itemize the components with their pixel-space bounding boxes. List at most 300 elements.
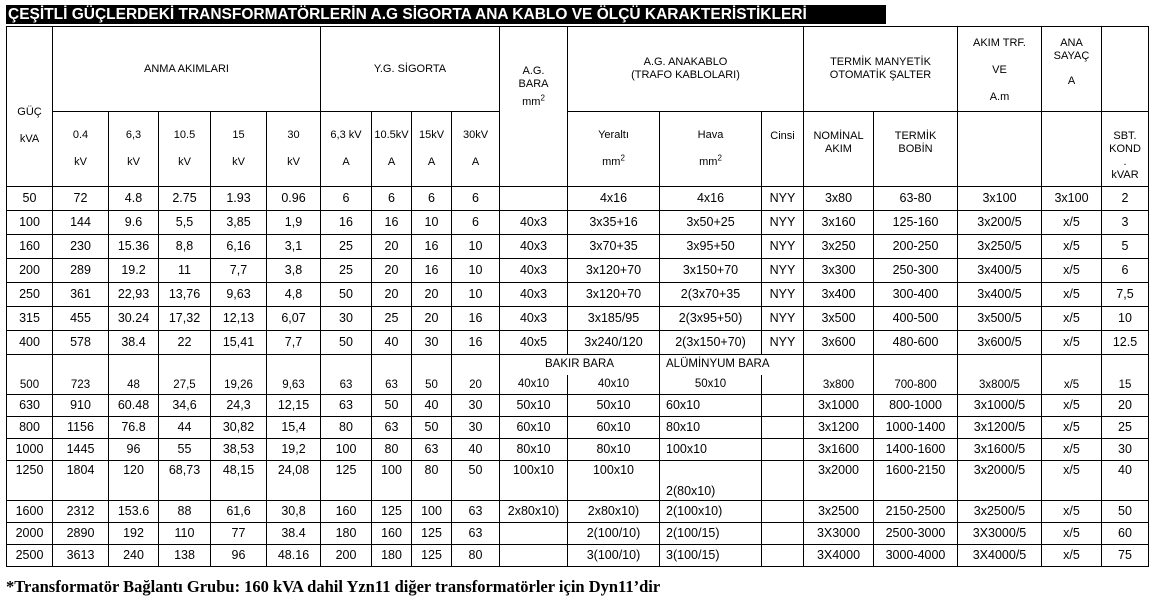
table-row [7, 235, 1149, 259]
table-row [7, 283, 1149, 307]
table-cell: 50 [412, 417, 452, 439]
table-cell: 230 [53, 235, 109, 259]
table-cell [660, 461, 762, 483]
table-cell: 6 [321, 187, 372, 211]
table-row [7, 439, 1149, 461]
table-cell: 20 [412, 307, 452, 331]
table-cell: 50 [412, 355, 452, 395]
table-cell: 15.36 [109, 235, 159, 259]
footnote: *Transformatör Bağlantı Grubu: 160 kVA dahil Yzn11 diğer transformatörler için Dyn11’dir [6, 577, 661, 596]
table-cell: 55 [159, 439, 211, 461]
header-guc: GÜÇ kVA [7, 27, 53, 187]
table-cell [762, 501, 804, 523]
table-cell: 15 [1102, 355, 1149, 395]
table-cell: 7,7 [267, 331, 321, 355]
table-cell: 60x10 [568, 417, 660, 439]
table-cell: 100 [372, 461, 412, 501]
table-cell: 30 [452, 395, 500, 417]
table-cell: 20 [452, 355, 500, 395]
table-cell: 1804 [53, 461, 109, 501]
table-cell [762, 375, 804, 395]
table-cell: 10 [412, 211, 452, 235]
table-cell: 10 [452, 283, 500, 307]
table-cell: 250-300 [874, 259, 958, 283]
table-cell [500, 187, 568, 211]
header-yg-1: 10.5kV A [372, 112, 412, 187]
table-cell: 3x1000/5 [958, 395, 1042, 417]
table-cell: 180 [321, 523, 372, 545]
table-row [7, 211, 1149, 235]
table-cell: 2(100/10) [568, 523, 660, 545]
table-cell: 50x10 [660, 375, 762, 395]
table-cell: 9,63 [211, 283, 267, 307]
table-cell: NYY [762, 259, 804, 283]
table-cell: 24,08 [267, 461, 321, 501]
table-cell: 125 [412, 545, 452, 567]
table-cell: 3x1000 [804, 395, 874, 417]
table-cell: 20 [372, 259, 412, 283]
table-cell: 25 [372, 307, 412, 331]
header-yg-2: 15kV A [412, 112, 452, 187]
table-cell: 3x2500/5 [958, 501, 1042, 523]
table-cell: 16 [412, 235, 452, 259]
header-akim-trf: AKIM TRF. VE A.m [958, 27, 1042, 112]
table-cell: x/5 [1042, 439, 1102, 461]
table-cell: x/5 [1042, 307, 1102, 331]
table-cell: 2(80x10) [660, 483, 762, 501]
header-ag-bara: A.G. BARA $mm^2$ [500, 27, 568, 187]
table-cell: 63 [412, 439, 452, 461]
table-cell: 12,15 [267, 395, 321, 417]
table-cell: 200-250 [874, 235, 958, 259]
table-cell: 125 [372, 501, 412, 523]
header-anma-1: 6,3 kV [109, 112, 159, 187]
table-row [7, 545, 1149, 567]
table-cell: 9.6 [109, 211, 159, 235]
header-yg-sigorta: Y.G. SİGORTA [321, 27, 500, 112]
table-row [7, 259, 1149, 283]
table-cell: 3x2000/5 [958, 461, 1042, 501]
table-cell: 3X4000 [804, 545, 874, 567]
header-termik: TERMİK MANYETİK OTOMATİK ŞALTER [804, 27, 958, 112]
table-cell: 100x10 [568, 461, 660, 501]
table-cell: 0.96 [267, 187, 321, 211]
table-cell: 240 [109, 545, 159, 567]
table-cell: 15,41 [211, 331, 267, 355]
page-title: ÇEŞİTLİ GÜÇLERDEKİ TRANSFORMATÖRLERİN A.G SİGORTA ANA KABLO VE ÖLÇÜ KARAKTERİSTİKLERİ [6, 5, 886, 24]
table-cell: 16 [412, 259, 452, 283]
table-cell: 2500-3000 [874, 523, 958, 545]
table-cell: 16 [452, 307, 500, 331]
header-anma-3: 15 kV [211, 112, 267, 187]
table-cell: 800-1000 [874, 395, 958, 417]
table-cell: 8,8 [159, 235, 211, 259]
table-cell: 289 [53, 259, 109, 283]
table-cell: 20 [1102, 395, 1149, 417]
table-cell: 1600 [7, 501, 53, 523]
header-anma: ANMA AKIMLARI [53, 27, 321, 112]
table-cell: 6 [1102, 259, 1149, 283]
table-cell: 3(100/10) [568, 545, 660, 567]
table-cell: 3X3000/5 [958, 523, 1042, 545]
header-anma-2: 10.5 kV [159, 112, 211, 187]
table-cell: x/5 [1042, 235, 1102, 259]
table-cell: 455 [53, 307, 109, 331]
table-row [7, 417, 1149, 439]
table-cell: 2150-2500 [874, 501, 958, 523]
table-cell: 480-600 [874, 331, 958, 355]
table-cell: 6 [412, 187, 452, 211]
table-cell: 160 [372, 523, 412, 545]
table-cell: 3x600/5 [958, 331, 1042, 355]
table-cell: x/5 [1042, 461, 1102, 501]
table-cell: 75 [1102, 545, 1149, 567]
table-cell: 2(100/15) [660, 523, 762, 545]
table-cell: 38.4 [267, 523, 321, 545]
table-cell: 100 [321, 439, 372, 461]
table-row [7, 331, 1149, 355]
table-cell [762, 395, 804, 417]
table-cell: 25 [1102, 417, 1149, 439]
table-cell: 200 [7, 259, 53, 283]
table-cell: 2890 [53, 523, 109, 545]
table-cell: 17,32 [159, 307, 211, 331]
table-cell: 3x120+70 [568, 259, 660, 283]
table-cell [762, 461, 804, 501]
table-cell: 34,6 [159, 395, 211, 417]
table-cell: 3x600 [804, 331, 874, 355]
header-sbt-kond: SBT. KOND . kVAR [1102, 112, 1149, 187]
table-cell: 3,1 [267, 235, 321, 259]
header-cinsi: Cinsi [762, 112, 804, 187]
table-cell: 160 [7, 235, 53, 259]
table-cell: 1250 [7, 461, 53, 501]
table-row [7, 501, 1149, 523]
table-cell: 11 [159, 259, 211, 283]
table-cell: 63 [321, 395, 372, 417]
table-cell: 3x1600/5 [958, 439, 1042, 461]
table-cell: 63 [452, 523, 500, 545]
table-cell: x/5 [1042, 283, 1102, 307]
table-cell: 180 [372, 545, 412, 567]
table-cell: x/5 [1042, 331, 1102, 355]
table-cell: 3,85 [211, 211, 267, 235]
table-cell: 30 [412, 331, 452, 355]
table-cell: 50x10 [568, 395, 660, 417]
header-hava: Hava $mm^2$ [660, 112, 762, 187]
table-cell: 3x160 [804, 211, 874, 235]
table-cell: 2312 [53, 501, 109, 523]
table-cell: NYY [762, 235, 804, 259]
table-cell: 2000 [7, 523, 53, 545]
table-cell: 38,53 [211, 439, 267, 461]
table-cell: 27,5 [159, 355, 211, 395]
table-cell: 96 [211, 545, 267, 567]
table-cell: 120 [109, 461, 159, 501]
table-cell: 1000 [7, 439, 53, 461]
table-row [7, 461, 1149, 483]
table-cell: 38.4 [109, 331, 159, 355]
table-cell: 20 [412, 283, 452, 307]
table-cell: 5 [1102, 235, 1149, 259]
table-cell: 68,73 [159, 461, 211, 501]
table-cell: 723 [53, 355, 109, 395]
table-cell: 50 [1102, 501, 1149, 523]
table-cell: 3x1600 [804, 439, 874, 461]
table-cell: 60 [1102, 523, 1149, 545]
table-cell: 2 [1102, 187, 1149, 211]
table-cell: 100x10 [660, 439, 762, 461]
table-cell: 400 [7, 331, 53, 355]
table-cell: 400-500 [874, 307, 958, 331]
table-cell: 63 [321, 355, 372, 395]
table-cell: 76.8 [109, 417, 159, 439]
table-cell: 1,9 [267, 211, 321, 235]
table-cell: 160 [321, 501, 372, 523]
table-cell: 250 [7, 283, 53, 307]
table-cell: 4x16 [660, 187, 762, 211]
table-cell: 3x120+70 [568, 283, 660, 307]
table-cell: 7,5 [1102, 283, 1149, 307]
table-cell: 63-80 [874, 187, 958, 211]
table-cell: 40x3 [500, 235, 568, 259]
table-cell: 4,8 [267, 283, 321, 307]
table-cell: 3x80 [804, 187, 874, 211]
table-cell: 40 [372, 331, 412, 355]
table-cell: NYY [762, 331, 804, 355]
table-cell: 40x3 [500, 211, 568, 235]
table-cell: 40 [452, 439, 500, 461]
table-cell: 1156 [53, 417, 109, 439]
header-blank [1102, 27, 1149, 112]
table-cell: 12,13 [211, 307, 267, 331]
table-cell: 6 [452, 211, 500, 235]
table-cell: 9,63 [267, 355, 321, 395]
table-cell: 100 [7, 211, 53, 235]
table-cell: 60.48 [109, 395, 159, 417]
table-cell: 40 [1102, 461, 1149, 501]
table-cell: 3000-4000 [874, 545, 958, 567]
table-cell: 1445 [53, 439, 109, 461]
header-row-1 [7, 27, 1149, 112]
table-cell: 16 [321, 211, 372, 235]
table-cell: 1600-2150 [874, 461, 958, 501]
table-cell: 1400-1600 [874, 439, 958, 461]
table-cell: 100 [412, 501, 452, 523]
table-cell: 15,4 [267, 417, 321, 439]
table-cell: 4.8 [109, 187, 159, 211]
table-cell: 61,6 [211, 501, 267, 523]
table-cell: 16 [372, 211, 412, 235]
table-cell: 3x400/5 [958, 259, 1042, 283]
table-cell: 3x250 [804, 235, 874, 259]
table-cell: 80 [372, 439, 412, 461]
table-cell: 50x10 [500, 395, 568, 417]
table-cell: 2(3x95+50) [660, 307, 762, 331]
table-cell: 3x800/5 [958, 355, 1042, 395]
table-row [7, 523, 1149, 545]
table-cell: 3x35+16 [568, 211, 660, 235]
table-cell: NYY [762, 283, 804, 307]
table-cell: 2x80x10) [568, 501, 660, 523]
table-cell: 80 [452, 545, 500, 567]
header-row-2 [7, 112, 1149, 187]
table-cell: 3x400 [804, 283, 874, 307]
table-cell: 63 [372, 417, 412, 439]
table-cell: 3x100 [1042, 187, 1102, 211]
table-cell: 10 [452, 235, 500, 259]
table-cell: 3x500/5 [958, 307, 1042, 331]
table-cell: 30 [321, 307, 372, 331]
table-cell: 2(3x70+35 [660, 283, 762, 307]
table-cell: 500 [7, 355, 53, 395]
table-cell: 25 [321, 235, 372, 259]
table-cell [762, 545, 804, 567]
table-cell: 44 [159, 417, 211, 439]
table-cell: x/5 [1042, 417, 1102, 439]
table-cell: x/5 [1042, 395, 1102, 417]
table-cell: 1000-1400 [874, 417, 958, 439]
transformer-table [6, 26, 1149, 567]
table-cell: 910 [53, 395, 109, 417]
table-cell: 3x300 [804, 259, 874, 283]
table-cell: 48,15 [211, 461, 267, 501]
table-cell: 22,93 [109, 283, 159, 307]
table-cell [500, 523, 568, 545]
table-cell: 40 [412, 395, 452, 417]
table-cell: x/5 [1042, 501, 1102, 523]
table-row [7, 187, 1149, 211]
table-cell: 110 [159, 523, 211, 545]
table-cell: 3 [1102, 211, 1149, 235]
table-cell: 2(100x10) [660, 501, 762, 523]
table-cell: 50 [372, 395, 412, 417]
table-cell: 3x1200/5 [958, 417, 1042, 439]
table-cell: 7,7 [211, 259, 267, 283]
table-cell: 72 [53, 187, 109, 211]
table-cell [762, 417, 804, 439]
table-cell: 40x3 [500, 283, 568, 307]
table-cell: 1.93 [211, 187, 267, 211]
table-cell: 60x10 [660, 395, 762, 417]
table-cell: 200 [321, 545, 372, 567]
table-cell: 2x80x10) [500, 501, 568, 523]
table-cell: 3x2500 [804, 501, 874, 523]
table-body [7, 27, 1149, 567]
table-cell: 50 [7, 187, 53, 211]
table-cell: 96 [109, 439, 159, 461]
table-cell: 80x10 [568, 439, 660, 461]
table-cell: 630 [7, 395, 53, 417]
table-cell: 315 [7, 307, 53, 331]
table-cell: 30.24 [109, 307, 159, 331]
table-cell: x/5 [1042, 211, 1102, 235]
table-cell: x/5 [1042, 259, 1102, 283]
table-cell: 3x800 [804, 355, 874, 395]
table-cell: 40x3 [500, 307, 568, 331]
table-cell: 125 [321, 461, 372, 501]
table-row [7, 395, 1149, 417]
header-anma-0: 0.4 kV [53, 112, 109, 187]
table-cell: 3x400/5 [958, 283, 1042, 307]
table-cell: 2(3x150+70) [660, 331, 762, 355]
table-cell: 50 [321, 331, 372, 355]
table-cell: 30 [1102, 439, 1149, 461]
table-cell: 3,8 [267, 259, 321, 283]
table-cell: 3613 [53, 545, 109, 567]
table-cell: 19,2 [267, 439, 321, 461]
table-cell: 361 [53, 283, 109, 307]
table-cell: 19.2 [109, 259, 159, 283]
table-cell: 30 [452, 417, 500, 439]
table-cell: 3x95+50 [660, 235, 762, 259]
table-cell: 60x10 [500, 417, 568, 439]
table-cell: x/5 [1042, 355, 1102, 395]
table-cell: 25 [321, 259, 372, 283]
table-cell: 2500 [7, 545, 53, 567]
table-cell: 80x10 [500, 439, 568, 461]
table-cell: ALÜMİNYUM BARA [660, 355, 804, 375]
table-cell: NYY [762, 307, 804, 331]
table-cell: 40x10 [500, 375, 568, 395]
table-cell: 80 [321, 417, 372, 439]
table-cell: 6 [372, 187, 412, 211]
table-cell: 300-400 [874, 283, 958, 307]
table-cell: 50 [321, 283, 372, 307]
table-cell: 3(100/15) [660, 545, 762, 567]
table-cell: 3x70+35 [568, 235, 660, 259]
table-cell: 6,16 [211, 235, 267, 259]
table-cell: 12.5 [1102, 331, 1149, 355]
table-cell: 77 [211, 523, 267, 545]
table-cell: 3x185/95 [568, 307, 660, 331]
header-yg-3: 30kV A [452, 112, 500, 187]
table-row [7, 307, 1149, 331]
table-cell: 3x240/120 [568, 331, 660, 355]
table-cell: 578 [53, 331, 109, 355]
table-cell: x/5 [1042, 545, 1102, 567]
table-cell: 700-800 [874, 355, 958, 395]
table-cell: 192 [109, 523, 159, 545]
table-cell: 144 [53, 211, 109, 235]
header-akim-blank [958, 112, 1042, 187]
header-bobin: TERMİK BOBİN [874, 112, 958, 187]
table-cell: NYY [762, 211, 804, 235]
table-cell: 10 [1102, 307, 1149, 331]
table-row [7, 355, 1149, 375]
table-cell: 3x2000 [804, 461, 874, 501]
table-cell: 3x250/5 [958, 235, 1042, 259]
table-cell: 6 [452, 187, 500, 211]
table-cell: 40x5 [500, 331, 568, 355]
table-cell: 48 [109, 355, 159, 395]
table-cell: 50 [452, 461, 500, 501]
table-cell: 3x150+70 [660, 259, 762, 283]
table-cell: 5,5 [159, 211, 211, 235]
table-cell: 40x10 [568, 375, 660, 395]
table-cell: 10 [452, 259, 500, 283]
table-cell: BAKIR BARA [500, 355, 660, 375]
table-cell: 153.6 [109, 501, 159, 523]
table-cell: 125 [412, 523, 452, 545]
table-cell: 6,07 [267, 307, 321, 331]
table-cell: 80 [412, 461, 452, 501]
table-cell: 125-160 [874, 211, 958, 235]
header-yg-0: 6,3 kV A [321, 112, 372, 187]
table-cell: 20 [372, 283, 412, 307]
table-cell: 40x3 [500, 259, 568, 283]
table-cell: 3x100 [958, 187, 1042, 211]
